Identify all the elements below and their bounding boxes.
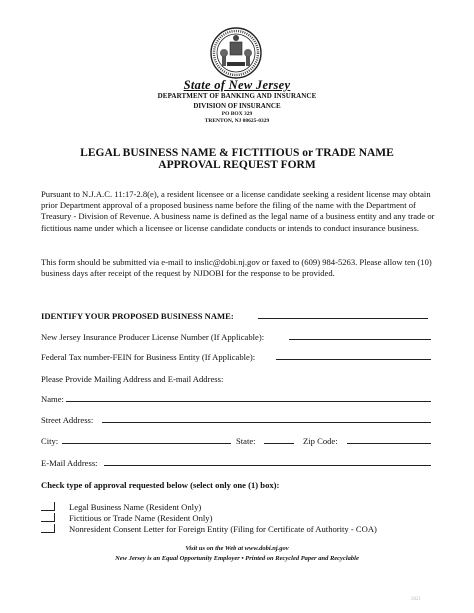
division-name: DIVISION OF INSURANCE bbox=[193, 102, 281, 110]
state-field[interactable] bbox=[264, 443, 294, 444]
business-name-field[interactable] bbox=[258, 318, 428, 319]
state-seal-icon bbox=[210, 27, 262, 79]
submission-paragraph: This form should be submitted via e-mail to inslic@dobi.nj.gov or faxed to (609) 984-5263. Please allow ten (10) business days after receipt of the request by NJDOBI for the response to be provided. bbox=[41, 257, 432, 279]
city-field[interactable] bbox=[62, 443, 231, 444]
form-title-line2: APPROVAL REQUEST FORM bbox=[158, 159, 316, 171]
form-title bbox=[0, 147, 474, 171]
footer-website: Visit us on the Web at www.dobi.nj.gov bbox=[185, 545, 289, 552]
department-name: DEPARTMENT OF BANKING AND INSURANCE bbox=[157, 92, 317, 100]
fictitious-trade-name-option: Fictitious or Trade Name (Resident Only) bbox=[69, 513, 213, 523]
license-number-label: New Jersey Insurance Producer License Number (If Applicable): bbox=[41, 332, 265, 342]
email-label: E-Mail Address: bbox=[41, 458, 98, 468]
city-label: City: bbox=[41, 436, 59, 446]
document-id: 2021 bbox=[411, 597, 421, 602]
mailing-address-intro: Please Provide Mailing Address and E-mail Address: bbox=[41, 374, 224, 384]
street-address-label: Street Address: bbox=[41, 415, 94, 425]
legal-business-name-checkbox[interactable] bbox=[41, 502, 55, 511]
zip-code-field[interactable] bbox=[347, 443, 431, 444]
street-address-field[interactable] bbox=[102, 422, 431, 423]
zip-code-label: Zip Code: bbox=[303, 436, 338, 446]
nonresident-consent-checkbox[interactable] bbox=[41, 524, 55, 533]
license-number-field[interactable] bbox=[289, 339, 431, 340]
nonresident-consent-option: Nonresident Consent Letter for Foreign Entity (Filing for Certificate of Authority - COA) bbox=[69, 524, 377, 534]
name-field[interactable] bbox=[66, 401, 431, 402]
intro-paragraph: Pursuant to N.J.A.C. 11:17-2.8(e), a resident licensee or a license candidate seeking a resident license may obtain prior Department approval of a proposed business name before the filing of the name with the Department of Treasury - Division of Revenue. A business name is defined as the legal name of a business entity and any trade or fictitious name under which a licensee or license candidate conducts or intends to conduct insurance business. bbox=[41, 189, 435, 233]
fictitious-trade-name-checkbox[interactable] bbox=[41, 513, 55, 522]
fein-field[interactable] bbox=[276, 359, 431, 360]
name-label: Name: bbox=[41, 394, 64, 404]
city-zip: TRENTON, NJ 08625-0329 bbox=[204, 118, 270, 124]
legal-business-name-option: Legal Business Name (Resident Only) bbox=[69, 502, 202, 512]
fein-label: Federal Tax number-FEIN for Business Entity (If Applicable): bbox=[41, 352, 256, 362]
approval-type-heading: Check type of approval requested below (select only one (1) box): bbox=[41, 480, 280, 490]
identify-business-name-label: IDENTIFY YOUR PROPOSED BUSINESS NAME: bbox=[41, 311, 234, 321]
state-title: State of New Jersey bbox=[183, 78, 291, 92]
footer-employer-note: New Jersey is an Equal Opportunity Employer • Printed on Recycled Paper and Recyclable bbox=[115, 555, 359, 562]
po-box: PO BOX 329 bbox=[221, 111, 253, 117]
form-title-line1: LEGAL BUSINESS NAME & FICTITIOUS or TRADE NAME bbox=[80, 147, 394, 159]
email-field[interactable] bbox=[104, 465, 431, 466]
state-label: State: bbox=[236, 436, 256, 446]
